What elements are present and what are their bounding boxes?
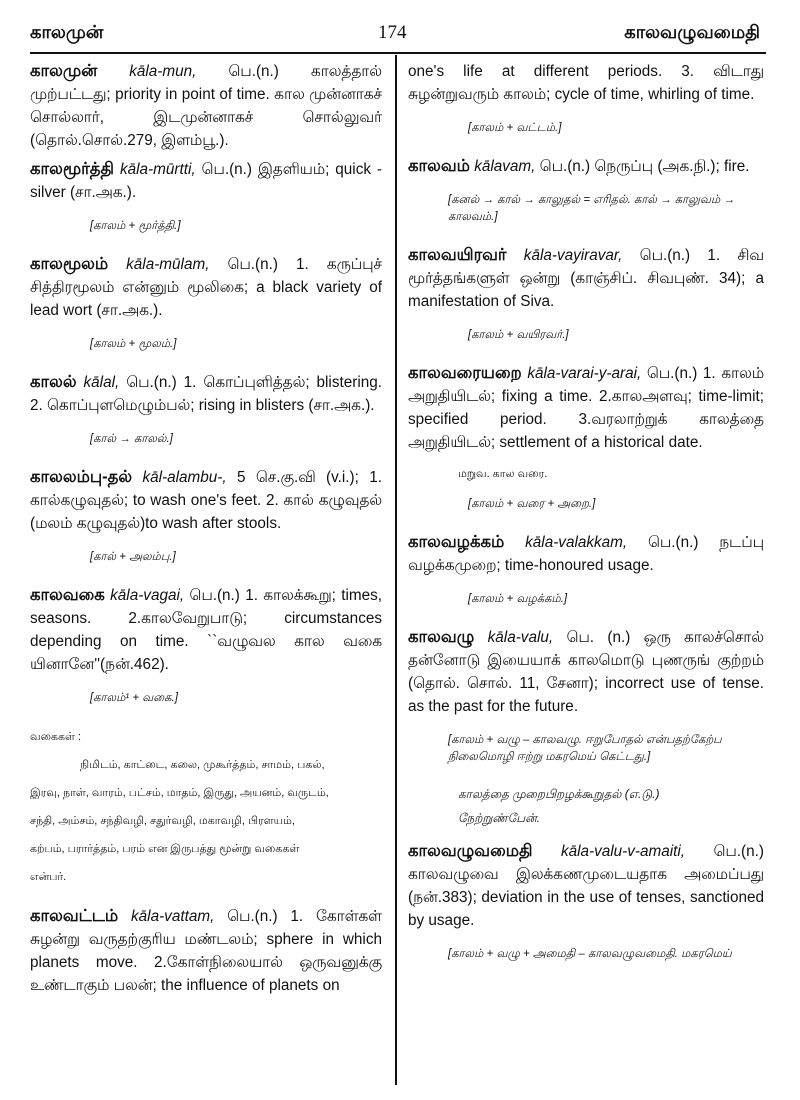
entry-etymology: [காலம் + வழு – காலவழு. ஈறுபோதல் என்பதற்கேற்ப நிலைமொழி ஈற்று மகரமெய் கெட்டது.] <box>448 734 722 763</box>
entry-definition: பெ.(n.) 1. கருப்புச் சித்திரமூலம் என்னும் மூலிகை; a black variety of lead wort (சா.அக.). <box>30 256 382 319</box>
dictionary-entry <box>408 626 764 718</box>
entry-definition: பெ.(n.) காலவழுவை இலக்கணமுடையதாக அமைப்பது (நன்.383); deviation in the use of tenses, sanctioned by usage. <box>408 843 764 929</box>
entry-example: காலத்தை முறைபிறழக்கூறுதல் (எ.டு.) <box>458 787 660 801</box>
entry-headword: காலவழக்கம் <box>408 533 505 551</box>
entry-headword: காலமூர்த்தி <box>30 160 115 178</box>
types-list-line: என்பர். <box>30 871 67 883</box>
entry-etymology: [காலம் + வரை + அறை.] <box>468 498 596 510</box>
dictionary-entry <box>30 466 382 535</box>
entry-definition: பெ.(n.) 1. காலம் அறுதியிடல்; fixing a time. 2.காலஅளவு; time-limit; specified period. 3.வரலாற்றுக் காலத்தை அறுதியிடல்; settlement of a historical date. <box>408 365 765 451</box>
entry-transliteration: kāla-valu-v-amaiti, <box>560 843 686 860</box>
entry-etymology: [கனல் → கால் → காலுதல் = எரிதல். கால் → காலுவம் → காலவம்.] <box>448 194 735 223</box>
entry-transliteration: kāla-vattam, <box>131 908 215 925</box>
entry-headword: காலலம்பு-தல் <box>30 468 133 486</box>
entry-headword: காலவம் <box>408 157 470 175</box>
entry-transliteration: kāla-varai-y-arai, <box>527 365 642 382</box>
types-label: வகைகள் : <box>30 731 82 743</box>
dictionary-entry <box>30 158 382 204</box>
dictionary-entry <box>408 531 764 577</box>
entry-etymology: [காலம் + வழு + அமைதி – காலவழுவமைதி. மகரமெய் <box>448 948 732 960</box>
entry-headword: காலவயிரவர் <box>408 246 507 264</box>
entry-definition: 5 செ.கு.வி (v.i.); 1. கால்கழுவுதல்; to wash one's feet. 2. கால் கழுவுதல் (மலம் கழுவுதல்)to wash after stools. <box>30 469 382 532</box>
entry-transliteration: kāla-mun, <box>129 63 197 80</box>
entry-transliteration: kālavam, <box>474 158 536 175</box>
entry-transliteration: kāla-vagai, <box>110 587 185 604</box>
entry-definition: பெ.(n.) நெருப்பு (அக.நி.); fire. <box>535 158 750 175</box>
dictionary-entry <box>30 584 382 676</box>
entry-transliteration: kāl-alambu-, <box>142 469 227 486</box>
types-list-line: சந்தி, அம்சம், சந்திவழி, சதுர்வழி, மகாவழி, பிரளயம், <box>30 815 295 827</box>
entry-definition: பெ.(n.) நடப்பு வழக்கமுறை; time-honoured usage. <box>408 534 764 574</box>
dictionary-entry <box>30 905 382 997</box>
entry-headword: காலவட்டம் <box>30 907 119 925</box>
entry-transliteration: kāla-mūlam, <box>126 256 210 273</box>
column-divider <box>395 55 397 1085</box>
entry-definition: பெ.(n.) காலத்தால் முற்பட்டது; priority in point of time. கால முன்னாகச் சொல்லார், இடமுன்னாகச் சொல்லுவர் (தொல்.சொல்.279, இளம்பூ.). <box>30 63 382 149</box>
entry-etymology: [காலம் + வயிரவர்.] <box>468 329 569 341</box>
dictionary-entry-continued <box>408 60 764 106</box>
dictionary-entry <box>408 840 764 932</box>
entry-headword: காலல் <box>30 373 77 391</box>
dictionary-entry <box>408 362 764 454</box>
entry-headword: காலமூலம் <box>30 255 109 273</box>
header-right-guideword: காலவழுவமைதி <box>624 22 760 42</box>
entry-variant-note: மறுவ. கால வரை. <box>458 468 548 480</box>
entry-etymology: [காலம்¹ + வகை.] <box>90 692 178 704</box>
entry-etymology: [காலம் + மூர்த்தி.] <box>90 220 181 232</box>
entry-transliteration: kālal, <box>83 374 120 391</box>
header-rule <box>30 52 766 54</box>
dictionary-entry <box>30 60 382 152</box>
types-list-line: இரவு, நாள், வாரம், பட்சம், மாதம், இருது, அயனம், வருடம், <box>30 787 329 799</box>
right-column <box>408 60 764 981</box>
types-list-line: கற்பம், பரார்த்தம், பரம் என இருபத்து மூன்று வகைகள் <box>30 843 300 855</box>
entry-definition: one's life at different periods. 3. விடாது சுழன்றுவரும் காலம்; cycle of time, whirling of time. <box>408 63 764 103</box>
entry-etymology: [காலம் + வட்டம்.] <box>468 122 562 134</box>
entry-headword: காலவழு <box>408 628 475 646</box>
dictionary-entry <box>30 253 382 322</box>
entry-transliteration: kāla-valakkam, <box>525 534 628 551</box>
entry-etymology: [காலம் + மூலம்.] <box>90 338 177 350</box>
page-header <box>0 0 800 60</box>
header-left-guideword: காலமுன் <box>30 22 104 42</box>
entry-definition: பெ.(n.) 1. கொப்புளித்தல்; blistering. 2. கொப்புளமெழும்பல்; rising in blisters (சா.அக.). <box>30 374 382 414</box>
entry-definition: பெ.(n.) 1. கோள்கள் சுழன்று வருதற்குரிய மண்டலம்; sphere in which planets move. 2.கோள்நிலையால் ஒருவனுக்கு உண்டாகும் பலன்; the influence of planets on <box>30 908 382 994</box>
entry-transliteration: kāla-vayiravar, <box>523 247 623 264</box>
entry-headword: காலவகை <box>30 586 105 604</box>
entry-etymology: [கால் → காலல்.] <box>90 433 173 445</box>
entry-example: நேற்றுண்பேன். <box>458 811 541 825</box>
dictionary-entry <box>408 155 764 178</box>
types-list-line: நிமிடம், காட்டை, கலை, முகூர்த்தம், சாமம், பகல், <box>80 759 325 771</box>
entry-etymology: [கால் + அலம்பு.] <box>90 551 176 563</box>
entry-definition: பெ. (n.) ஒரு காலச்சொல் தன்னோடு இயையாக் காலமொடு புணருங் குற்றம் (தொல். சொல். 11, சேனா); incorrect use of tense. as the past for the future. <box>408 629 765 715</box>
dictionary-entry <box>408 244 764 313</box>
entry-definition: பெ.(n.) 1. காலக்கூறு; times, seasons. 2.காலவேறுபாடு; circumstances depending on time. ``வழுவல கால வகை யினானே''(நன்.462). <box>30 587 382 673</box>
entry-headword: காலமுன் <box>30 62 98 80</box>
entry-transliteration: kāla-mūrtti, <box>119 161 196 178</box>
entry-definition: பெ.(n.) 1. சிவ மூர்த்தங்களுள் ஒன்று (காஞ்சிப். சிவபுண். 34); a manifestation of Siva. <box>408 247 764 310</box>
entry-definition: பெ.(n.) இதளியம்; quick - silver (சா.அக.). <box>30 161 383 201</box>
entry-etymology: [காலம் + வழக்கம்.] <box>468 593 568 605</box>
entry-transliteration: kāla-valu, <box>487 629 554 646</box>
entry-headword: காலவழுவமைதி <box>408 842 533 860</box>
page-number: 174 <box>378 22 407 43</box>
dictionary-entry <box>30 371 382 417</box>
entry-headword: காலவரையறை <box>408 364 522 382</box>
left-column <box>30 60 382 1003</box>
